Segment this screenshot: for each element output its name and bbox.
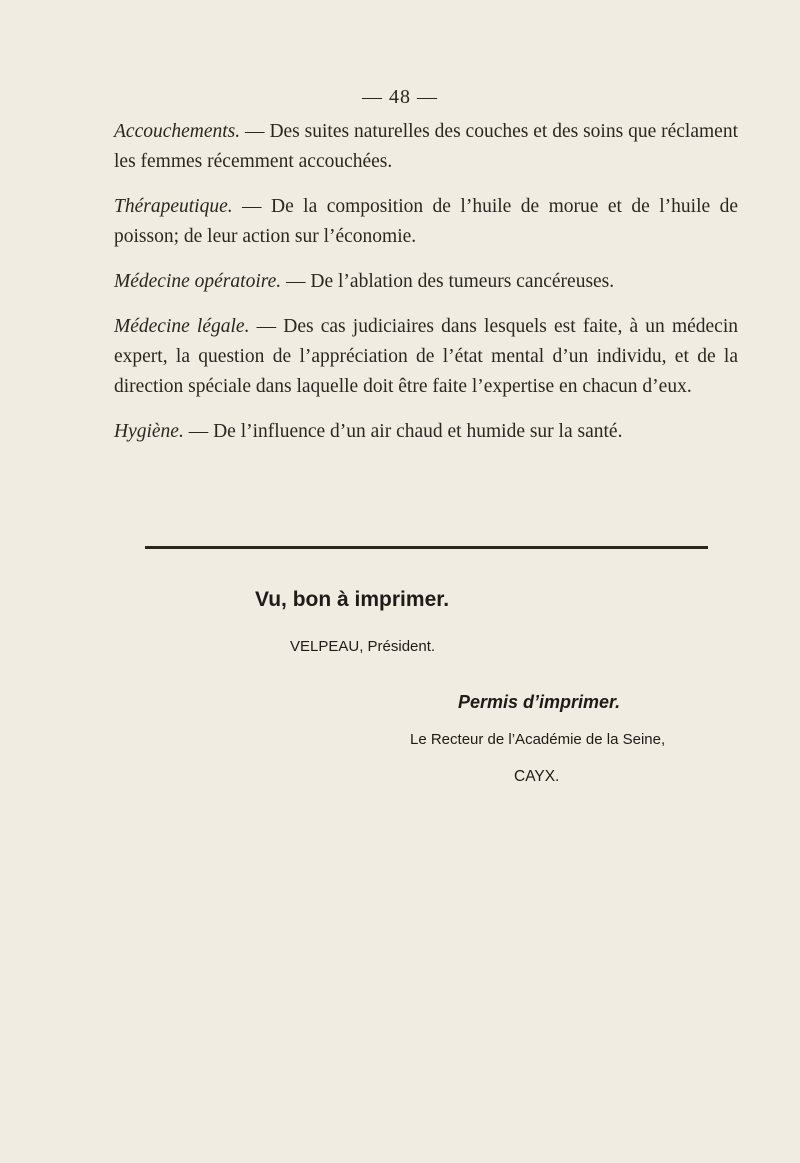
recteur-line: Le Recteur de l’Académie de la Seine,	[410, 731, 666, 748]
section-hygiene	[114, 417, 738, 447]
approval-line: Vu, bon à imprimer.	[255, 588, 450, 611]
page-number: — 48 —	[362, 86, 438, 108]
section-text: — Des suites naturelles des couches et des soins que réclament les femmes récemment accouchées.	[114, 121, 738, 172]
section-heading: Thérapeutique.	[114, 196, 233, 217]
section-text: — De l’ablation des tumeurs cancéreuses.	[281, 271, 615, 292]
section-accouchements	[114, 117, 738, 177]
horizontal-rule	[145, 546, 708, 549]
section-medecine-legale	[114, 312, 738, 402]
section-therapeutique	[114, 192, 738, 252]
permis-line: Permis d’imprimer.	[458, 692, 621, 712]
section-medecine-operatoire	[114, 267, 738, 297]
section-text: — Des cas judiciaires dans lesquels est faite, à un médecin expert, la question de l’appréciation de l’état mental d’un individu, et de la direction spéciale dans laquelle doit être faite l’expertise en chacun d’eux.	[114, 316, 738, 397]
section-heading: Médecine opératoire.	[114, 271, 282, 292]
section-heading: Hygiène.	[114, 421, 184, 442]
section-text: — De l’influence d’un air chaud et humide sur la santé.	[183, 421, 623, 442]
recteur-signature: CAYX.	[514, 768, 560, 785]
section-heading: Accouchements.	[114, 121, 241, 142]
section-text: — De la composition de l’huile de morue et de l’huile de poisson; de leur action sur l’économie.	[114, 196, 738, 247]
president-signature: VELPEAU, Président.	[290, 638, 436, 655]
section-heading: Médecine légale.	[114, 316, 250, 337]
